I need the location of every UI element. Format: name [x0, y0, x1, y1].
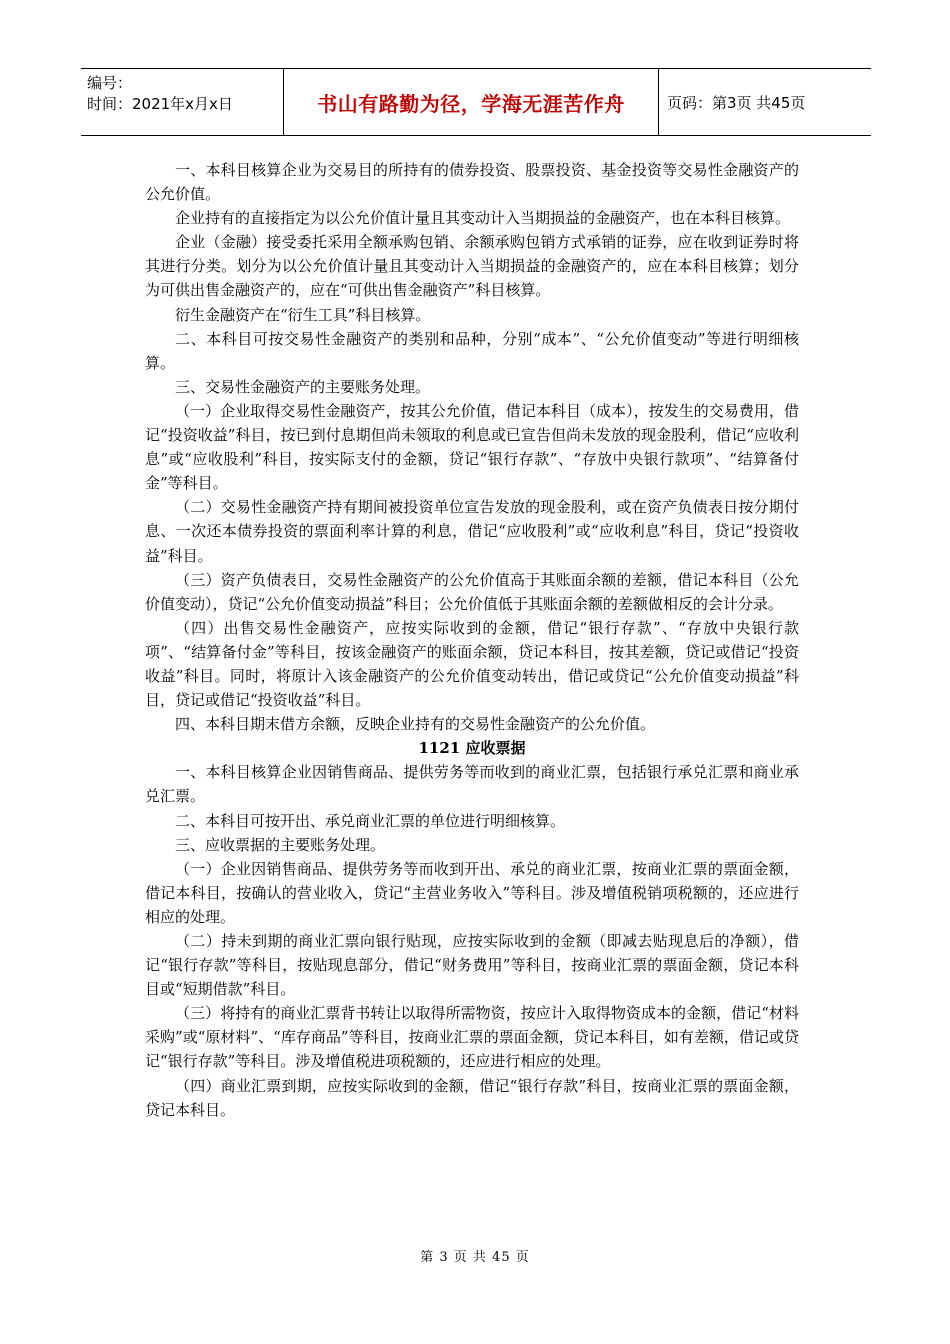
document-code: 编号：: [87, 74, 133, 92]
paragraph: （一）企业因销售商品、提供劳务等而收到开出、承兑的商业汇票，按商业汇票的票面金额，借记本科目，按确认的营业收入，贷记“主营业务收入”等科目。涉及增值税销项税额的，还应进行相应的处理。: [145, 859, 799, 926]
header-motto-cell: [284, 69, 659, 135]
paragraph: （二）交易性金融资产持有期间被投资单位宣告发放的现金股利，或在资产负债表日按分期付息、一次还本债券投资的票面利率计算的利息，借记“应收股利”或“应收利息”科目，贷记“投资收益”科目。: [145, 498, 799, 565]
paragraph: 二、本科目可按开出、承兑商业汇票的单位进行明细核算。: [175, 811, 566, 830]
page-number-label: 页码：第3页 共45页: [667, 93, 806, 112]
paragraph: （四）出售交易性金融资产，应按实际收到的金额，借记“银行存款”、“存放中央银行款项”、“结算备付金”等科目，按该金融资产的账面余额，贷记本科目，按其差额，贷记或借记“投资收益”科目。同时，将原计入该金融资产的公允价值变动转出，借记或贷记“公允价值变动损益”科目，贷记或借记“投资收益”科目。: [145, 618, 799, 710]
paragraph: 企业持有的直接指定为以公允价值计量且其变动计入当期损益的金融资产，也在本科目核算。: [175, 209, 791, 228]
paragraph: （四）商业汇票到期，应按实际收到的金额，借记“银行存款”科目，按商业汇票的票面金额，贷记本科目。: [145, 1076, 799, 1119]
section-title: 1121 应收票据: [418, 739, 526, 758]
header-left-cell: [81, 69, 284, 135]
motto-text: 书山有路勤为径，学海无涯苦作舟: [317, 91, 625, 116]
paragraph: 三、交易性金融资产的主要账务处理。: [175, 377, 431, 396]
paragraph: （三）将持有的商业汇票背书转让以取得所需物资，按应计入取得物资成本的金额，借记“材料采购”或“原材料”、“库存商品”等科目，按商业汇票的票面金额，贷记本科目，如有差额，借记或贷记“银行存款”等科目。涉及增值税进项税额的，还应进行相应的处理。: [145, 1004, 799, 1071]
paragraph: 一、本科目核算企业为交易目的所持有的债券投资、股票投资、基金投资等交易性金融资产的公允价值。: [145, 161, 799, 204]
paragraph: 二、本科目可按交易性金融资产的类别和品种，分别“成本”、“公允价值变动”等进行明细核算。: [145, 329, 799, 372]
paragraph: （二）持未到期的商业汇票向银行贴现，应按实际收到的金额（即减去贴现息后的净额），借记“银行存款”等科目，按贴现息部分，借记“财务费用”等科目，按商业汇票的票面金额，贷记本科目或“短期借款”科目。: [145, 932, 799, 999]
paragraph: 衍生金融资产在“衍生工具”科目核算。: [175, 305, 431, 324]
page-header: [81, 68, 871, 136]
paragraph: （一）企业取得交易性金融资产，按其公允价值，借记本科目（成本），按发生的交易费用，借记“投资收益”科目，按已到付息期但尚未领取的利息或已宣告但尚未发放的现金股利，借记“应收利息”或“应收股利”科目，按实际支付的金额，贷记“银行存款”、“存放中央银行款项”、“结算备付金”等科目。: [145, 401, 799, 493]
page-footer: 第 3 页 共 45 页: [420, 1250, 530, 1265]
paragraph: 企业（金融）接受委托采用全额承购包销、余额承购包销方式承销的证券，应在收到证券时将其进行分类。划分为以公允价值计量且其变动计入当期损益的金融资产的，应在本科目核算；划分为可供出售金融资产的，应在“可供出售金融资产”科目核算。: [145, 233, 799, 300]
document-body: [145, 158, 799, 1122]
paragraph: 一、本科目核算企业因销售商品、提供劳务等而收到的商业汇票，包括银行承兑汇票和商业承兑汇票。: [145, 763, 799, 806]
paragraph: 四、本科目期末借方余额，反映企业持有的交易性金融资产的公允价值。: [175, 715, 656, 734]
paragraph: 三、应收票据的主要账务处理。: [175, 835, 386, 854]
header-page-cell: [659, 69, 871, 135]
paragraph: （三）资产负债表日，交易性金融资产的公允价值高于其账面余额的差额，借记本科目（公允价值变动），贷记“公允价值变动损益”科目；公允价值低于其账面余额的差额做相反的会计分录。: [145, 570, 799, 613]
document-date: 时间：2021年x月x日: [87, 95, 233, 113]
